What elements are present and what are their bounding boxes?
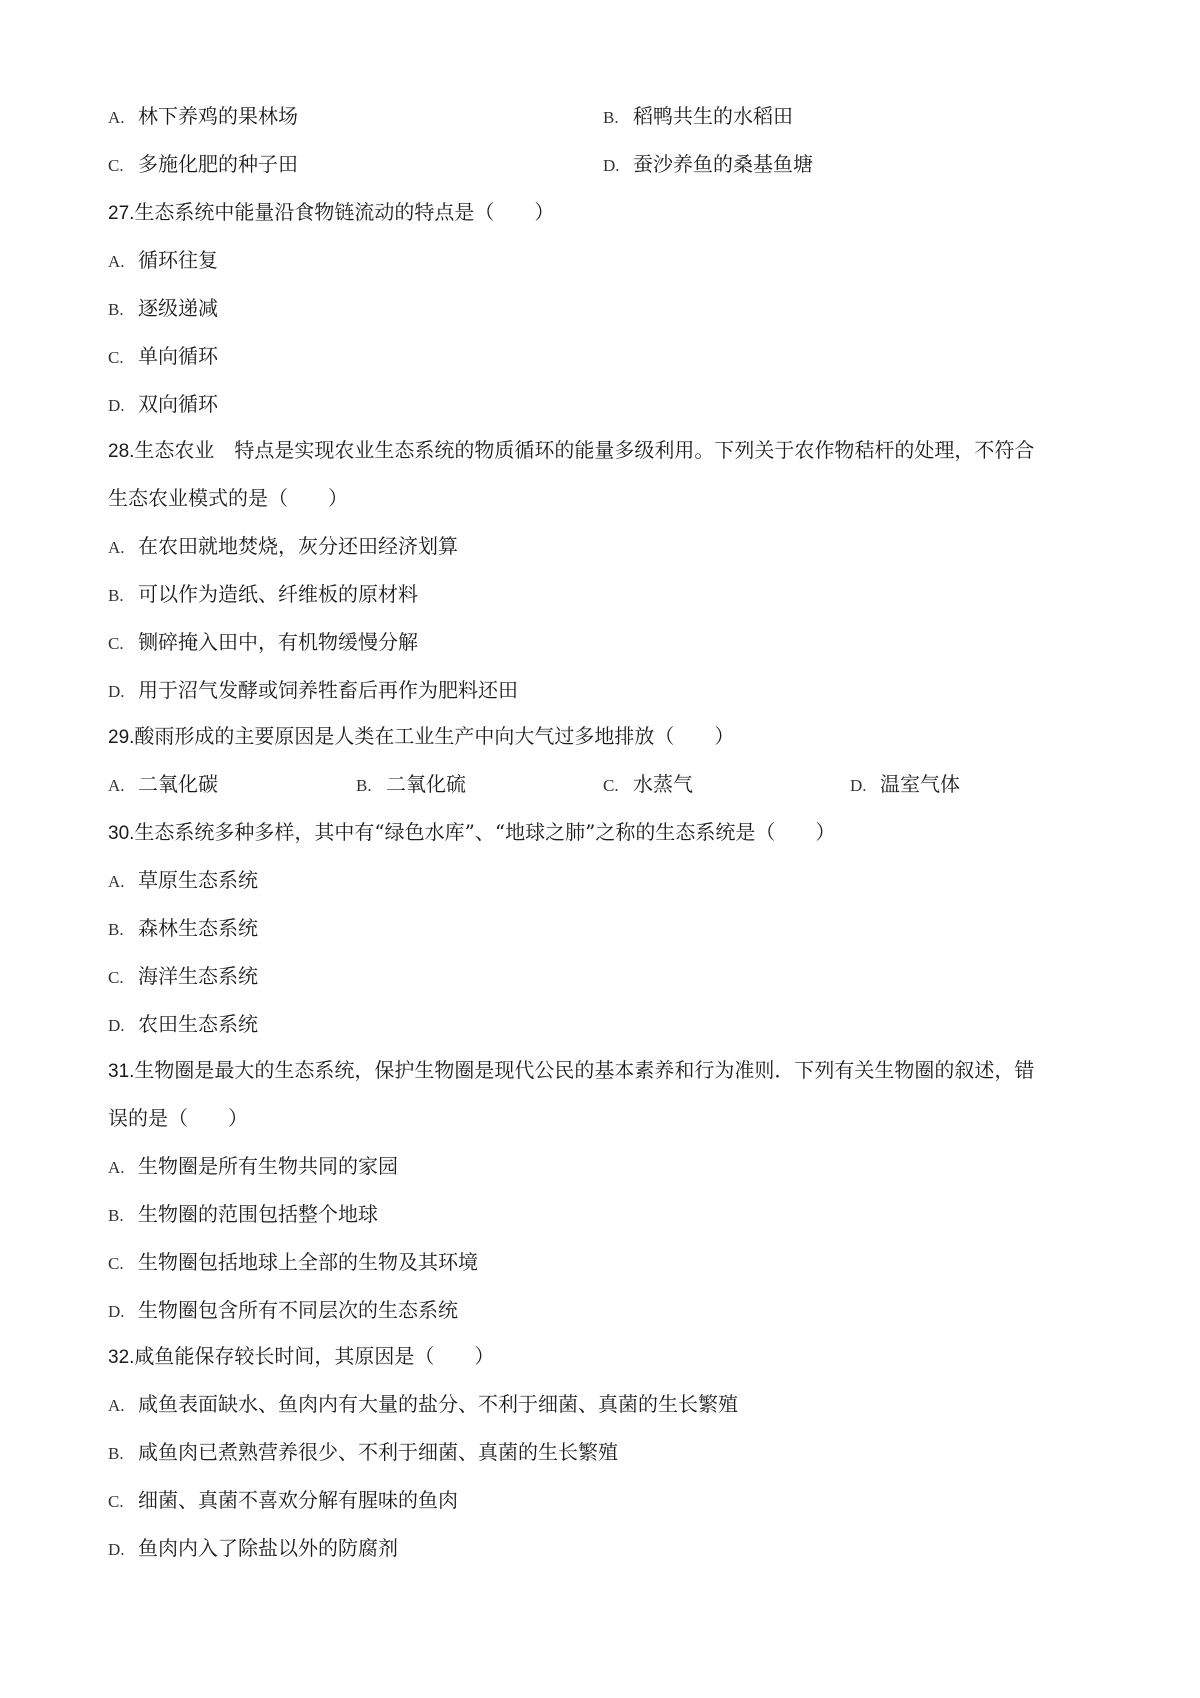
- q29-option-d: [850, 770, 960, 800]
- q26-option-b: [603, 102, 793, 132]
- option-letter: B.: [108, 1444, 124, 1463]
- q28-option-d: [108, 676, 518, 706]
- option-letter: C.: [108, 1492, 124, 1511]
- question-text: 误的是（ ）: [108, 1106, 248, 1130]
- option-text: 生物圈的范围包括整个地球: [138, 1202, 378, 1226]
- option-text: 生物圈是所有生物共同的家园: [138, 1154, 398, 1178]
- option-text: 在农田就地焚烧，灰分还田经济划算: [138, 534, 458, 558]
- question-text: 生态系统中能量沿食物链流动的特点是（ ）: [134, 200, 555, 224]
- option-letter: C.: [108, 156, 124, 175]
- q31-option-d: [108, 1296, 458, 1326]
- option-text: 单向循环: [138, 344, 218, 368]
- option-text: 铡碎掩入田中，有机物缓慢分解: [138, 630, 418, 654]
- option-letter: D.: [108, 1302, 125, 1321]
- q27-option-b: [108, 294, 218, 324]
- option-letter: A.: [108, 252, 125, 271]
- option-letter: B.: [108, 920, 124, 939]
- option-text: 农田生态系统: [138, 1012, 258, 1036]
- option-text: 森林生态系统: [138, 916, 258, 940]
- q28-option-a: [108, 532, 458, 562]
- option-text: 温室气体: [880, 772, 960, 796]
- option-text: 水蒸气: [633, 772, 693, 796]
- option-letter: A.: [108, 1158, 125, 1177]
- option-letter: D.: [108, 1540, 125, 1559]
- q30-option-c: [108, 962, 258, 992]
- question-text: 生物圈是最大的生态系统，保护生物圈是现代公民的基本素养和行为准则．下列有关生物圈的叙述，错: [134, 1058, 1035, 1082]
- option-text: 细菌、真菌不喜欢分解有腥味的鱼肉: [138, 1488, 458, 1512]
- q30-option-d: [108, 1010, 258, 1040]
- q28-option-b: [108, 580, 418, 610]
- q26-option-a: [108, 102, 298, 132]
- option-text: 鱼肉内入了除盐以外的防腐剂: [138, 1536, 398, 1560]
- option-text: 二氧化碳: [138, 772, 218, 796]
- q32-option-b: [108, 1438, 618, 1468]
- option-text: 生物圈包括地球上全部的生物及其环境: [138, 1250, 478, 1274]
- question-text: 生态农业模式的是（ ）: [108, 486, 348, 510]
- option-letter: D.: [108, 396, 125, 415]
- option-text: 生物圈包含所有不同层次的生态系统: [138, 1298, 458, 1322]
- q32-option-c: [108, 1486, 458, 1516]
- option-letter: A.: [108, 108, 125, 127]
- option-letter: C.: [108, 968, 124, 987]
- option-text: 咸鱼表面缺水、鱼肉内有大量的盐分、不利于细菌、真菌的生长繁殖: [138, 1392, 738, 1416]
- option-letter: A.: [108, 538, 125, 557]
- question-number: 28.: [108, 441, 135, 462]
- q29-option-c: [603, 770, 693, 800]
- q29-option-a: [108, 770, 218, 800]
- q26-option-c: [108, 150, 298, 180]
- option-text: 逐级递减: [138, 296, 218, 320]
- question-text: 生态农业 特点是实现农业生态系统的物质循环的能量多级利用。下列关于农作物秸杆的处理，不符合: [134, 438, 1035, 462]
- option-text: 循环往复: [138, 248, 218, 272]
- option-letter: B.: [108, 586, 124, 605]
- q27-option-a: [108, 246, 218, 276]
- option-text: 二氧化硫: [386, 772, 466, 796]
- option-letter: C.: [603, 776, 619, 795]
- option-letter: D.: [108, 682, 125, 701]
- option-letter: B.: [603, 108, 619, 127]
- question-number: 31.: [108, 1061, 135, 1082]
- option-text: 稻鸭共生的水稻田: [633, 104, 793, 128]
- q31-option-a: [108, 1152, 398, 1182]
- question-number: 30.: [108, 823, 135, 844]
- q29-stem: [108, 722, 734, 752]
- question-text: 咸鱼能保存较长时间，其原因是（ ）: [134, 1344, 495, 1368]
- option-letter: A.: [108, 776, 125, 795]
- option-letter: B.: [108, 300, 124, 319]
- option-text: 草原生态系统: [138, 868, 258, 892]
- q32-stem: [108, 1342, 494, 1372]
- option-letter: D.: [108, 1016, 125, 1035]
- question-number: 27.: [108, 203, 135, 224]
- question-number: 32.: [108, 1347, 135, 1368]
- option-letter: B.: [356, 776, 372, 795]
- q26-option-d: [603, 150, 813, 180]
- option-text: 用于沼气发酵或饲养牲畜后再作为肥料还田: [138, 678, 518, 702]
- option-letter: D.: [603, 156, 620, 175]
- q31-option-b: [108, 1200, 378, 1230]
- q31-stem-line1: [108, 1056, 1034, 1086]
- q30-option-a: [108, 866, 258, 896]
- option-text: 海洋生态系统: [138, 964, 258, 988]
- option-letter: C.: [108, 1254, 124, 1273]
- option-text: 林下养鸡的果林场: [138, 104, 298, 128]
- q30-option-b: [108, 914, 258, 944]
- option-letter: B.: [108, 1206, 124, 1225]
- q28-stem-line1: [108, 436, 1034, 466]
- q31-option-c: [108, 1248, 478, 1278]
- option-letter: C.: [108, 348, 124, 367]
- question-text: 酸雨形成的主要原因是人类在工业生产中向大气过多地排放（ ）: [134, 724, 735, 748]
- q27-stem: [108, 198, 554, 228]
- option-text: 双向循环: [138, 392, 218, 416]
- q27-option-c: [108, 342, 218, 372]
- question-number: 29.: [108, 727, 135, 748]
- option-letter: A.: [108, 1396, 125, 1415]
- option-text: 蚕沙养鱼的桑基鱼塘: [633, 152, 813, 176]
- q32-option-a: [108, 1390, 738, 1420]
- q28-option-c: [108, 628, 418, 658]
- option-text: 多施化肥的种子田: [138, 152, 298, 176]
- option-text: 咸鱼肉已煮熟营养很少、不利于细菌、真菌的生长繁殖: [138, 1440, 618, 1464]
- option-letter: D.: [850, 776, 867, 795]
- q28-stem-line2: [108, 484, 348, 512]
- q29-option-b: [356, 770, 466, 800]
- q27-option-d: [108, 390, 218, 420]
- q30-stem: [108, 818, 835, 848]
- option-letter: A.: [108, 872, 125, 891]
- question-text: 生态系统多种多样，其中有“绿色水库”、“地球之肺”之称的生态系统是（ ）: [134, 820, 836, 844]
- q31-stem-line2: [108, 1104, 248, 1132]
- option-letter: C.: [108, 634, 124, 653]
- q32-option-d: [108, 1534, 398, 1564]
- option-text: 可以作为造纸、纤维板的原材料: [138, 582, 418, 606]
